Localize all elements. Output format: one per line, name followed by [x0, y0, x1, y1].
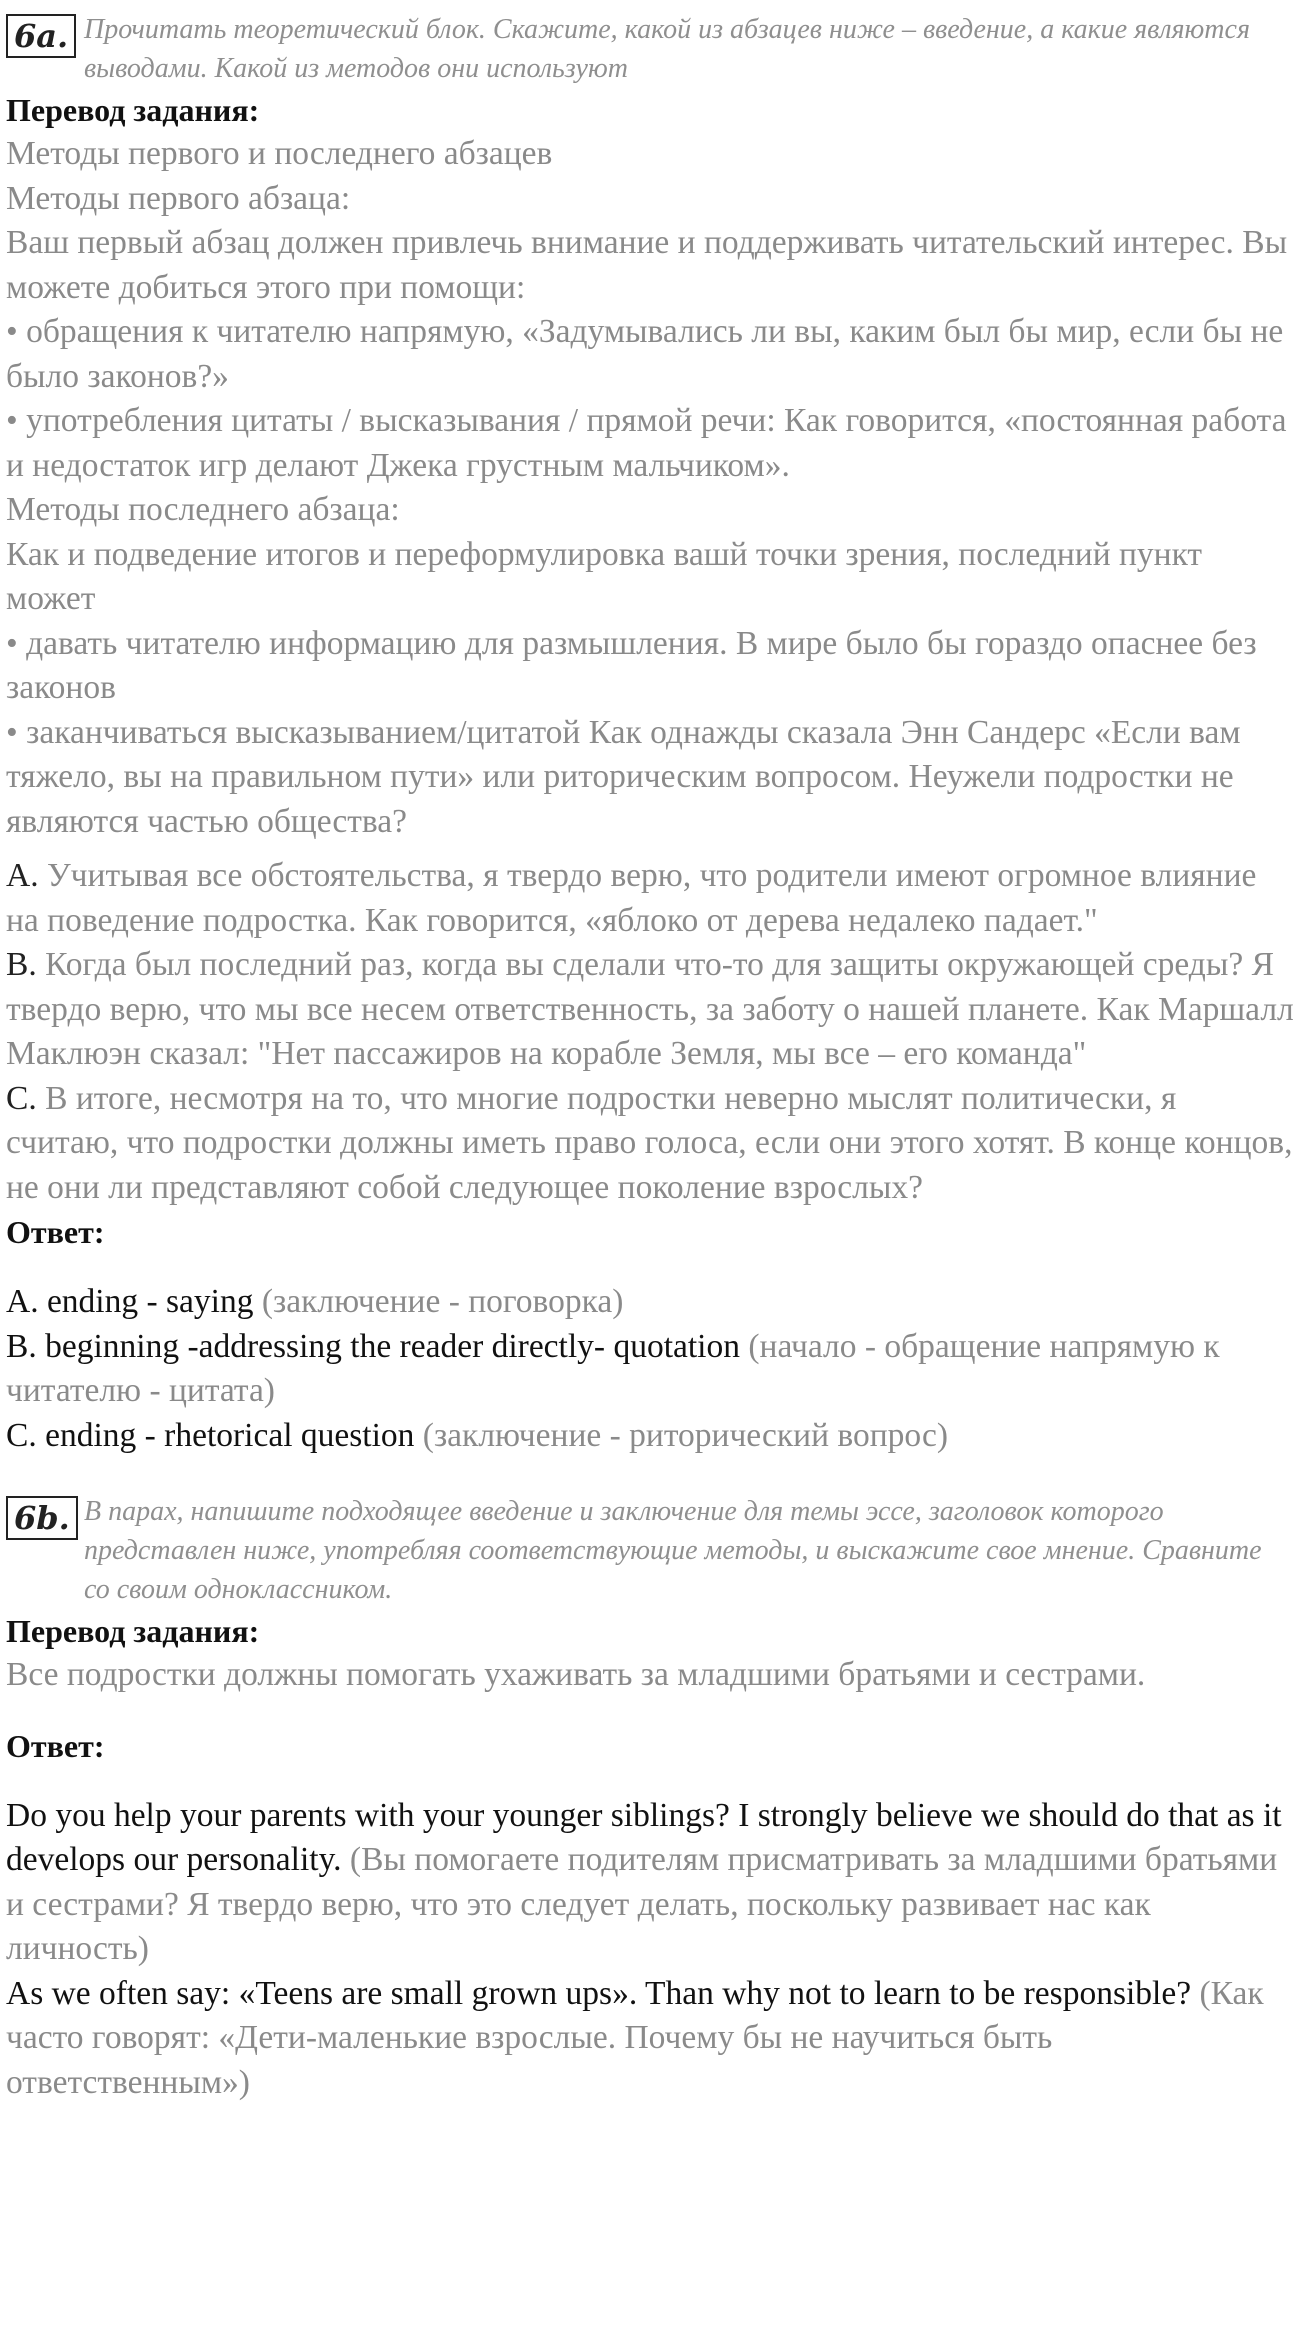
answer-item	[6, 1972, 1294, 2106]
task-6a-instruction: Прочитать теоретический блок. Скажите, какой из абзацев ниже – введение, а какие являются выводами. Какой из методов они используют	[84, 14, 1250, 84]
answer-item	[6, 1280, 1294, 1325]
answer-ru: (Как часто говорят: «Дети-маленькие взрослые. Почему бы не научиться быть ответственным»)	[6, 1974, 1264, 2101]
answer-en: C. ending - rhetorical question	[6, 1416, 415, 1454]
answer-en: Do you help your parents with your younger siblings? I strongly believe we should do that as it develops our personality.	[6, 1796, 1282, 1878]
answer-en: As we often say: «Teens are small grown ups». Than why not to learn to be responsible?	[6, 1974, 1192, 2012]
theory-line: Ваш первый абзац должен привлечь внимание и поддерживать читательский интерес. Вы можете добиться этого при помощи:	[6, 224, 1288, 306]
answer-item	[6, 1414, 1294, 1459]
theory-line: • заканчиваться высказыванием/цитатой Как однажды сказала Энн Сандерс «Если вам тяжело, вы на правильном пути» или риторическим вопросом. Неужели подростки не являются частью общества?	[6, 713, 1241, 840]
task-6b-answers	[6, 1794, 1294, 2106]
task-6a-badge: 6a.	[6, 14, 76, 58]
task-6b-translation-heading: Перевод задания:	[6, 1613, 260, 1649]
answer-ru: (заключение - поговорка)	[253, 1283, 624, 1320]
task-6b-header	[6, 1492, 1294, 1609]
theory-line: Методы первого и последнего абзацев	[6, 135, 553, 172]
task-6b-badge: 6b.	[6, 1496, 78, 1540]
task-6a-header	[6, 10, 1294, 88]
paragraph-c	[6, 1077, 1294, 1211]
paragraph-letter: A.	[6, 857, 39, 894]
answer-en: B. beginning -addressing the reader directly- quotation	[6, 1327, 740, 1365]
theory-line: Методы последнего абзаца:	[6, 491, 400, 528]
theory-line: Как и подведение итогов и переформулировка вашй точки зрения, последний пункт может	[6, 535, 1203, 617]
sample-paragraphs	[6, 854, 1294, 1210]
paragraph-letter: C.	[6, 1079, 37, 1117]
answer-ru: (заключение - риторический вопрос)	[414, 1416, 949, 1454]
task-6a-translation-heading: Перевод задания:	[6, 92, 260, 128]
theory-line: • давать читателю информацию для размышления. В мире было бы гораздо опаснее без законов	[6, 624, 1257, 706]
theory-block	[6, 132, 1294, 844]
task-6b-answer-heading: Ответ:	[6, 1727, 105, 1764]
task-6b-topic: Все подростки должны помогать ухаживать за младшими братьями и сестрами.	[6, 1656, 1146, 1693]
task-6a-answers	[6, 1280, 1294, 1458]
theory-line: Методы первого абзаца:	[6, 179, 351, 217]
paragraph-text: В итоге, несмотря на то, что многие подростки неверно мыслят политически, я считаю, что подростки должны иметь право голоса, если они этого хотят. В конце концов, не они ли представляют собой следующее поколение взрослых?	[6, 1079, 1293, 1206]
answer-item	[6, 1325, 1294, 1414]
paragraph-a	[6, 854, 1294, 943]
answer-ru: (начало - обращение напрямую к читателю - цитата)	[6, 1327, 1220, 1409]
paragraph-letter: B.	[6, 946, 37, 983]
task-6a-answer-heading: Ответ:	[6, 1214, 105, 1250]
task-6b-instruction: В парах, напишите подходящее введение и заключение для темы эссе, заголовок которого представлен ниже, употребляя соответствующие методы, и выскажите свое мнение. Сравните со своим одноклассником.	[84, 1496, 1262, 1605]
paragraph-text: Учитывая все обстоятельства, я твердо верю, что родители имеют огромное влияние на поведение подростка. Как говорится, «яблоко от дерева недалеко падает."	[6, 857, 1257, 939]
answer-en: A. ending - saying	[6, 1283, 254, 1320]
paragraph-text: Когда был последний раз, когда вы сделали что-то для защиты окружающей среды? Я твердо верю, что мы все несем ответственность, за заботу о нашей планете. Как Маршалл Маклюэн сказал: "Нет пассажиров на корабле Земля, мы все – его команда"	[6, 946, 1294, 1072]
theory-line: • употребления цитаты / высказывания / прямой речи: Как говорится, «постоянная работа и недостаток игр делают Джека грустным мальчиком».	[6, 402, 1287, 484]
answer-ru: (Вы помогаете подителям присматривать за младшими братьями и сестрами? Я твердо верю, что это следует делать, поскольку развивает нас как личность)	[6, 1841, 1278, 1967]
answer-item	[6, 1794, 1294, 1972]
paragraph-b	[6, 943, 1294, 1077]
theory-line: • обращения к читателю напрямую, «Задумывались ли вы, каким был бы мир, если бы не было законов?»	[6, 313, 1284, 395]
